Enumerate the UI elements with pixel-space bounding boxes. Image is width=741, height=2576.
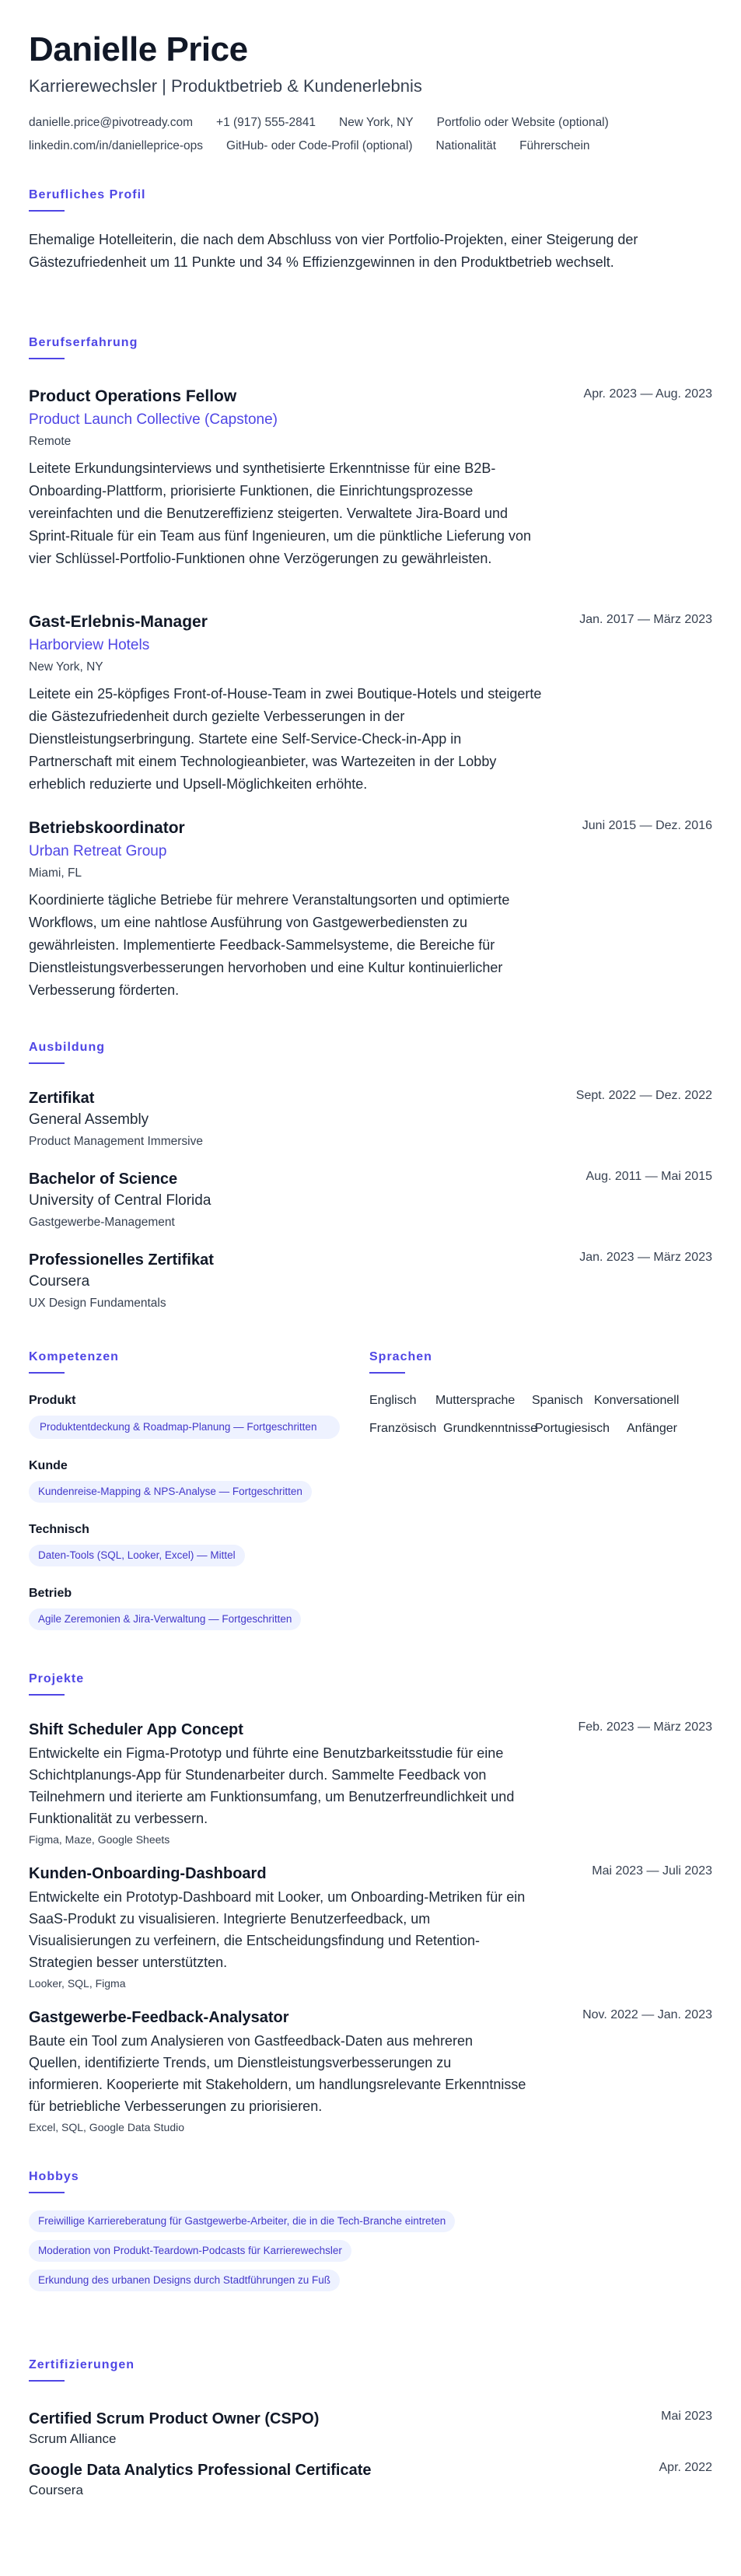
- job-location: Remote: [29, 435, 72, 448]
- language-name: Spanisch: [532, 1394, 583, 1407]
- projects-heading: Projekte: [29, 1672, 85, 1685]
- experience-entry: [29, 386, 712, 570]
- language-name: Englisch: [369, 1394, 417, 1407]
- job-company: Product Launch Collective (Capstone): [29, 411, 278, 428]
- certification-date: Mai 2023: [661, 2410, 712, 2423]
- project-tools: Excel, SQL, Google Data Studio: [29, 2121, 184, 2133]
- candidate-title: Karrierewechsler | Produktbetrieb & Kundenerlebnis: [29, 76, 422, 96]
- experience-entry: [29, 817, 712, 1002]
- job-location: Miami, FL: [29, 866, 82, 880]
- institution: General Assembly: [29, 1111, 149, 1128]
- education-section: [29, 1039, 712, 1083]
- job-title: Betriebskoordinator: [29, 819, 185, 837]
- contact-location: New York, NY: [339, 116, 414, 129]
- job-description: Koordinierte tägliche Betriebe für mehrere Veranstaltungsorten und optimierte Workflows, um eine nahtlose Ausführung von Gastgewerbediensten zu gewährleisten. Implementierte Feedback-Sammelsysteme, die Bereiche für Dienstleistungsverbesserungen hervorhoben und eine Kultur kontinuierlicher Verbesserung förderten.: [29, 892, 510, 998]
- certification-date: Apr. 2022: [659, 2461, 712, 2474]
- language-name: Portugiesisch: [535, 1422, 610, 1435]
- job-company: Harborview Hotels: [29, 637, 150, 653]
- education-focus: UX Design Fundamentals: [29, 1297, 166, 1310]
- project-entry: [29, 2007, 712, 2136]
- language-row: [369, 1392, 712, 1409]
- job-description: Leitete Erkundungsinterviews und synthetisierte Erkenntnisse für eine B2B-Onboarding-Plattform, priorisierte Funktionen, die Einrichtungsprozesse vereinfachten und die Benutzereffizienz steigerten. Verwaltete Jira-Board und Sprint-Rituale für ein Team aus fünf Ingenieuren, um die pünktliche Lieferung von vier Schlüssel-Portfolio-Funktionen ohne Verzögerungen zu gewährleisten.: [29, 460, 532, 566]
- candidate-name: Danielle Price: [29, 30, 248, 68]
- hobbies-heading: Hobbys: [29, 2170, 79, 2183]
- language-row: [369, 1420, 712, 1437]
- languages-section: [369, 1349, 712, 1630]
- profile-text: Ehemalige Hotelleiterin, die nach dem Abschluss von vier Portfolio-Projekten, einer Steigerung der Gästezufriedenheit um 11 Punkte und 34 % Effizienzgewinnen in den Produktbetrieb wechselt.: [29, 232, 638, 270]
- certification-title: Certified Scrum Product Owner (CSPO): [29, 2410, 320, 2427]
- project-date: Mai 2023 — Juli 2023: [592, 1864, 712, 1878]
- contact-license: Führerschein: [519, 139, 590, 152]
- contact-phone[interactable]: +1 (917) 555-2841: [216, 116, 316, 129]
- experience-entry: [29, 611, 712, 796]
- languages-heading: Sprachen: [369, 1350, 432, 1363]
- language-level: Anfänger: [627, 1422, 677, 1435]
- certifications-heading: Zertifizierungen: [29, 2358, 135, 2371]
- education-focus: Product Management Immersive: [29, 1135, 203, 1148]
- job-description: Leitete ein 25-köpfiges Front-of-House-Team in zwei Boutique-Hotels und steigerte die Gästezufriedenheit durch gezielte Verbesserungen in der Dienstleistungserbringung. Startete eine Self-Service-Check-in-App in Partnerschaft mit einem Technologieanbieter, was Wartezeiten in der Lobby erheblich reduzierte und Upsell-Möglichkeiten erhöhte.: [29, 686, 542, 792]
- job-title: Gast-Erlebnis-Manager: [29, 613, 208, 631]
- skill-category: Betrieb: [29, 1587, 72, 1600]
- section-divider: [29, 210, 65, 212]
- section-divider: [29, 358, 65, 359]
- certification-entry: [29, 2459, 712, 2500]
- education-entry: [29, 1168, 712, 1232]
- skills-section: [29, 1349, 369, 1630]
- contact-info: [29, 114, 712, 156]
- skill-chip: Produktentdeckung & Roadmap-Planung — Fortgeschritten: [29, 1416, 340, 1439]
- project-date: Nov. 2022 — Jan. 2023: [582, 2008, 712, 2021]
- skill-category: Produkt: [29, 1394, 76, 1407]
- job-location: New York, NY: [29, 660, 103, 674]
- experience-section: [29, 334, 712, 378]
- skill-category: Technisch: [29, 1523, 89, 1536]
- hobby-chip: Erkundung des urbanen Designs durch Stadtführungen zu Fuß: [29, 2270, 340, 2291]
- projects-section: [29, 1671, 712, 1714]
- language-name: Französisch: [369, 1422, 437, 1435]
- section-divider: [29, 2380, 65, 2382]
- hobby-chip: Freiwillige Karriereberatung für Gastgewerbe-Arbeiter, die in die Tech-Branche eintreten: [29, 2210, 455, 2232]
- institution: Coursera: [29, 1273, 90, 1290]
- certification-title: Google Data Analytics Professional Certificate: [29, 2462, 372, 2479]
- project-title: Shift Scheduler App Concept: [29, 1721, 243, 1738]
- skill-chip: Agile Zeremonien & Jira-Verwaltung — Fortgeschritten: [29, 1608, 301, 1630]
- certifications-section: [29, 2357, 712, 2400]
- project-description: Entwickelte ein Figma-Prototyp und führte eine Benutzbarkeitsstudie für eine Schichtplanungs-App für Stundenarbeiter durch. Sammelte Feedback von Teilnehmern und iterierte am Funktionsumfang, um Benutzerfreundlichkeit und Funktionalität zu verbessern.: [29, 1745, 515, 1826]
- institution: University of Central Florida: [29, 1192, 211, 1209]
- project-tools: Figma, Maze, Google Sheets: [29, 1833, 170, 1846]
- project-title: Kunden-Onboarding-Dashboard: [29, 1865, 267, 1882]
- language-level: Grundkenntnisse: [443, 1422, 537, 1435]
- experience-heading: Berufserfahrung: [29, 336, 138, 349]
- education-focus: Gastgewerbe-Management: [29, 1216, 175, 1229]
- project-entry: [29, 1863, 712, 1992]
- job-date: Jan. 2017 — März 2023: [579, 613, 712, 626]
- hobbies-section: [29, 2168, 712, 2291]
- section-divider: [29, 1372, 65, 1374]
- skills-heading: Kompetenzen: [29, 1350, 119, 1363]
- skill-chip: Daten-Tools (SQL, Looker, Excel) — Mittel: [29, 1545, 245, 1566]
- education-entry: [29, 1249, 712, 1313]
- certification-entry: [29, 2408, 712, 2448]
- language-level: Muttersprache: [435, 1394, 516, 1407]
- project-description: Baute ein Tool zum Analysieren von Gastfeedback-Daten aus mehreren Quellen, identifizierte Trends, um Dienstleistungsverbesserungen zu informieren. Kooperierte mit Stakeholdern, um handlungsrelevante Erkenntnisse für betriebliche Verbesserungen zu priorisieren.: [29, 2033, 526, 2114]
- contact-github[interactable]: GitHub- oder Code-Profil (optional): [226, 139, 413, 152]
- project-tools: Looker, SQL, Figma: [29, 1977, 126, 1990]
- section-divider: [29, 2192, 65, 2193]
- education-date: Aug. 2011 — Mai 2015: [585, 1170, 712, 1183]
- skill-category: Kunde: [29, 1459, 68, 1472]
- education-entry: [29, 1087, 712, 1151]
- job-date: Apr. 2023 — Aug. 2023: [583, 387, 712, 401]
- project-title: Gastgewerbe-Feedback-Analysator: [29, 2009, 289, 2026]
- education-date: Sept. 2022 — Dez. 2022: [575, 1089, 712, 1102]
- certification-issuer: Coursera: [29, 2483, 83, 2497]
- contact-nationality: Nationalität: [435, 139, 497, 152]
- skills-languages-row: [29, 1349, 712, 1630]
- section-divider: [29, 1062, 65, 1064]
- job-date: Juni 2015 — Dez. 2016: [582, 819, 712, 832]
- profile-heading: Berufliches Profil: [29, 188, 146, 201]
- contact-portfolio[interactable]: Portfolio oder Website (optional): [436, 116, 609, 129]
- degree-title: Zertifikat: [29, 1090, 95, 1107]
- section-divider: [29, 1694, 65, 1696]
- education-date: Jan. 2023 — März 2023: [579, 1251, 712, 1264]
- project-description: Entwickelte ein Prototyp-Dashboard mit Looker, um Onboarding-Metriken für ein SaaS-Produkt zu visualisieren. Integrierte Benutzerfeedback, um Visualisierungen zu verfeinern, die Entscheidungsfindung und Retention-Strategien besser unterstützten.: [29, 1889, 526, 1970]
- profile-section: [29, 187, 712, 274]
- job-title: Product Operations Fellow: [29, 387, 237, 405]
- contact-linkedin[interactable]: linkedin.com/in/danielleprice-ops: [29, 139, 204, 152]
- education-heading: Ausbildung: [29, 1041, 105, 1054]
- certification-issuer: Scrum Alliance: [29, 2431, 117, 2446]
- degree-title: Professionelles Zertifikat: [29, 1251, 214, 1269]
- contact-email[interactable]: danielle.price@pivotready.com: [29, 116, 194, 129]
- skill-chip: Kundenreise-Mapping & NPS-Analyse — Fortgeschritten: [29, 1481, 312, 1503]
- section-divider: [369, 1372, 405, 1374]
- hobby-chip: Moderation von Produkt-Teardown-Podcasts für Karrierewechsler: [29, 2240, 351, 2262]
- job-company: Urban Retreat Group: [29, 843, 167, 859]
- project-entry: [29, 1719, 712, 1848]
- degree-title: Bachelor of Science: [29, 1171, 178, 1188]
- project-date: Feb. 2023 — März 2023: [578, 1720, 712, 1734]
- language-level: Konversationell: [594, 1394, 680, 1407]
